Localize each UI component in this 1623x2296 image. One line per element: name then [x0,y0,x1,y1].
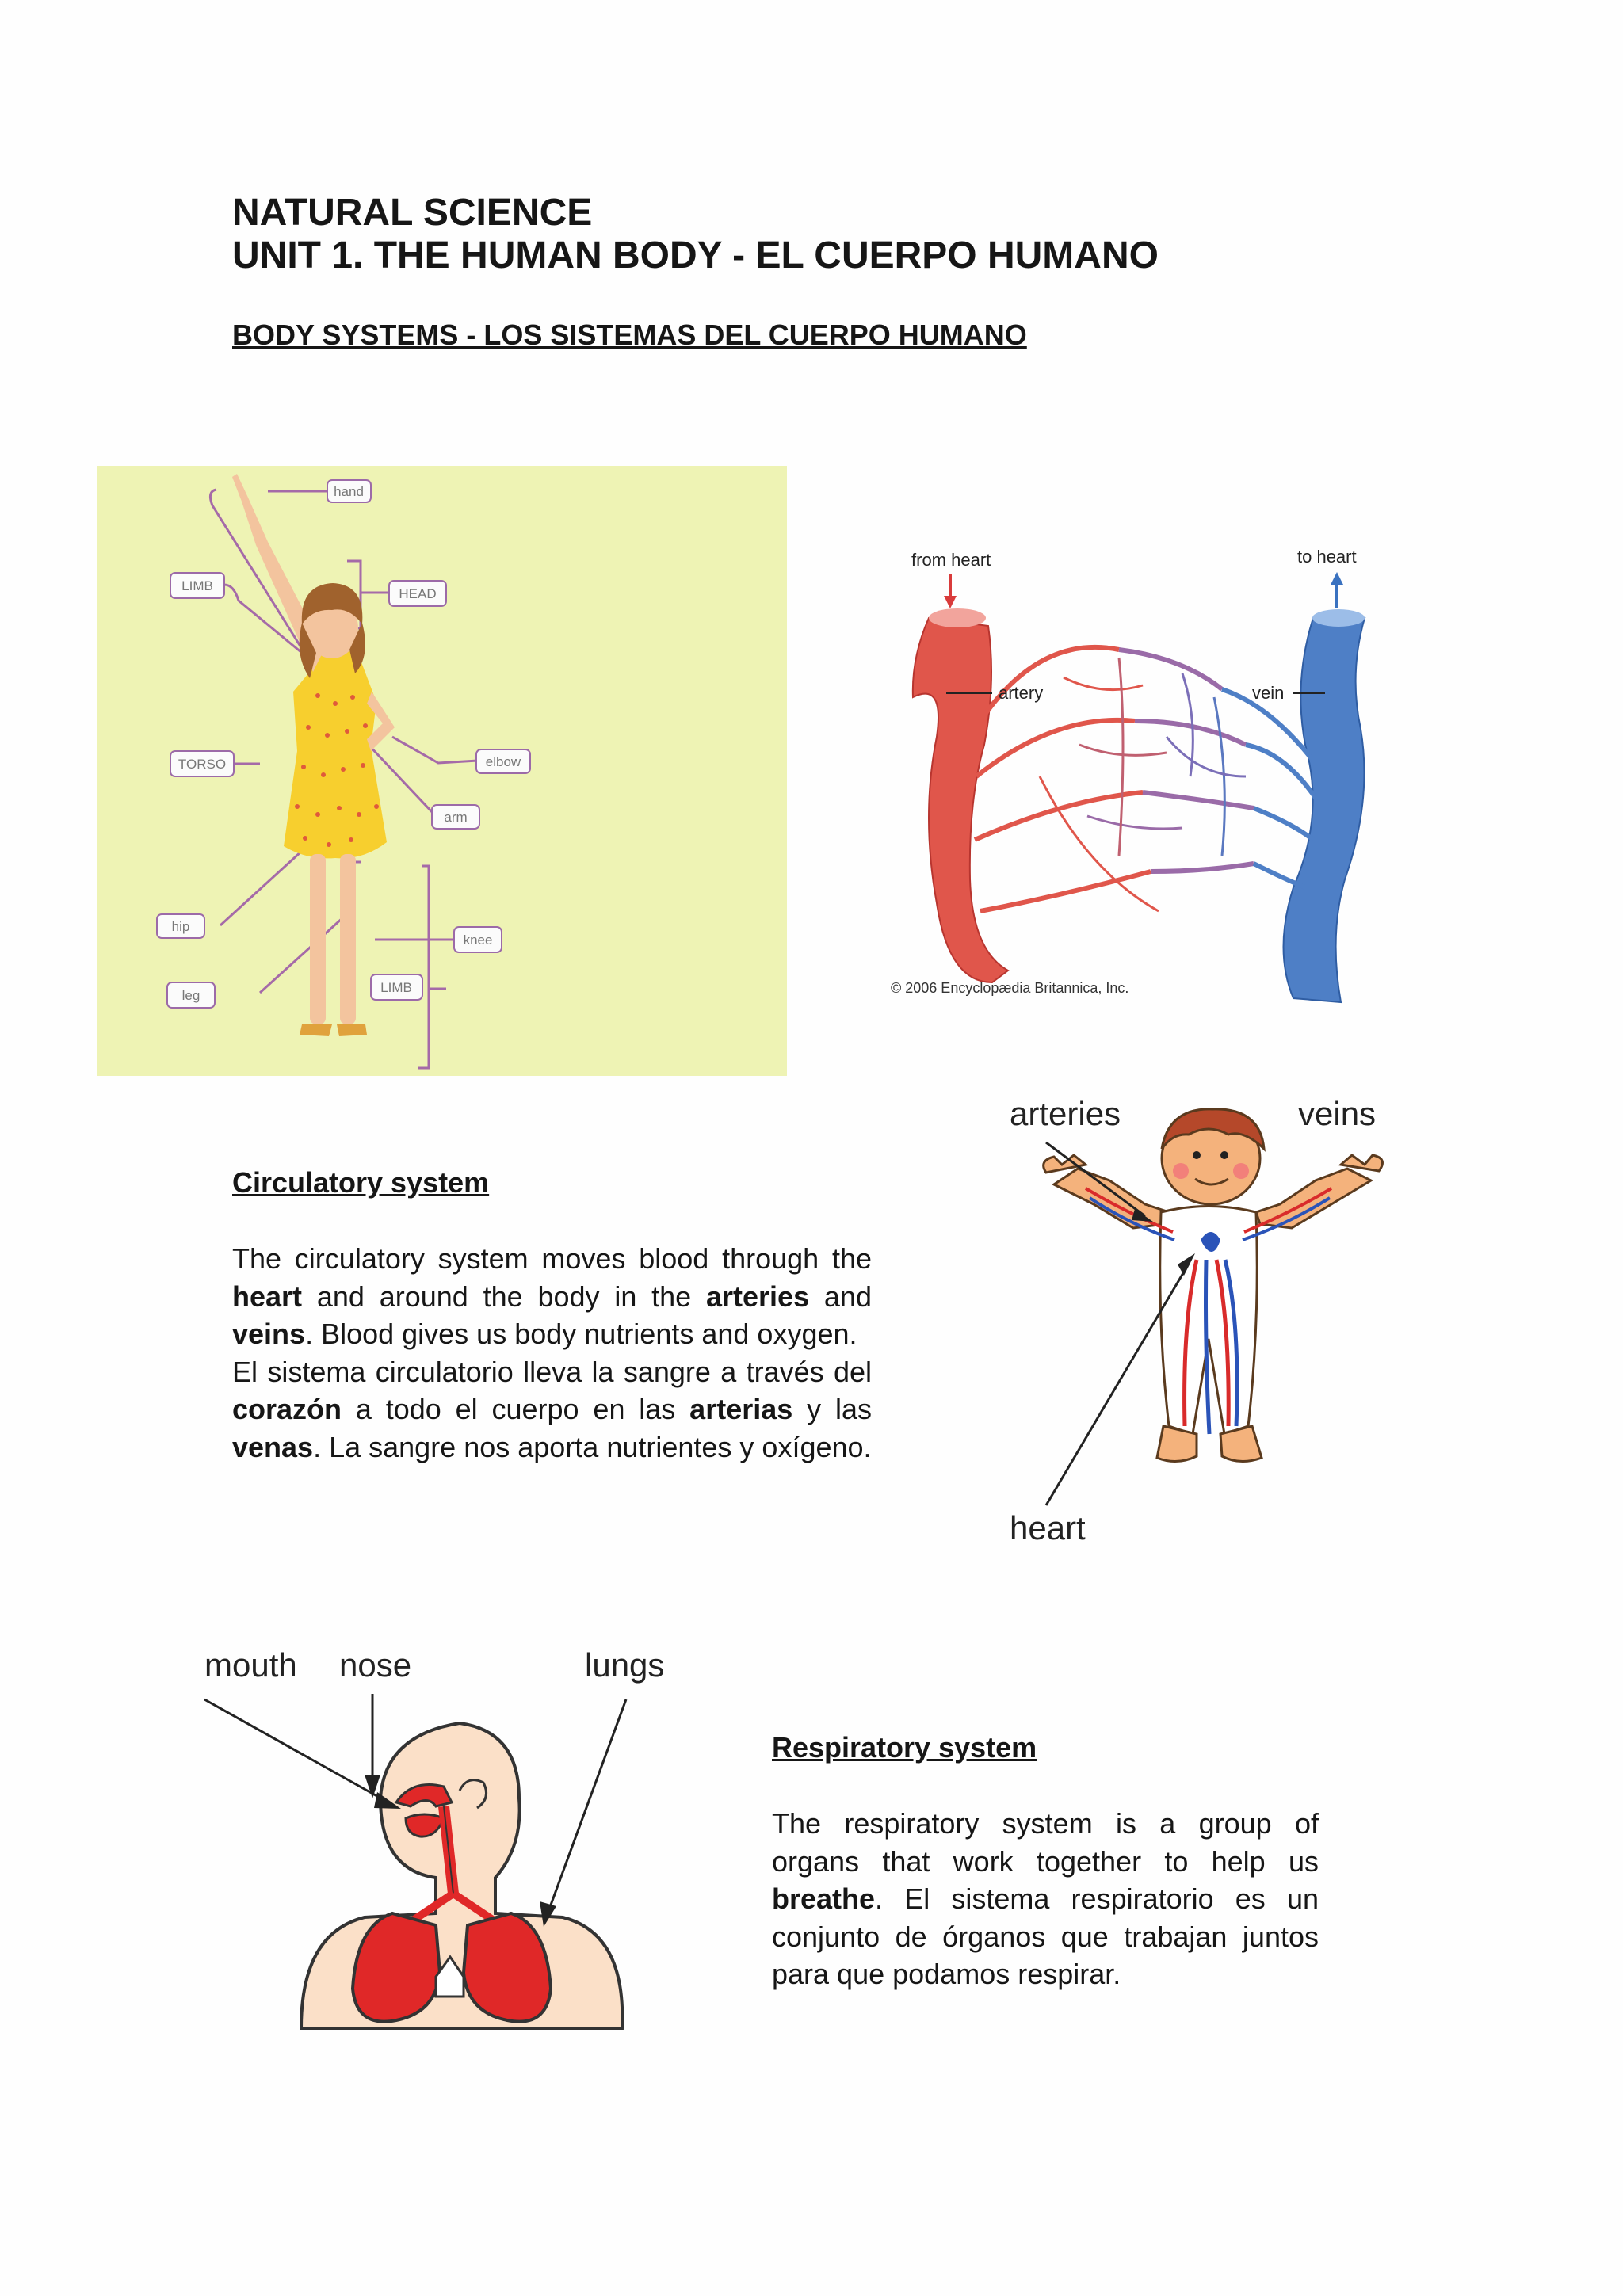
respiratory-heading: Respiratory system [772,1731,1037,1764]
body-parts-figure [97,466,787,1076]
label-knee [454,927,502,952]
svg-text:LIMB: LIMB [181,578,213,593]
respiratory-paragraph: The respiratory system is a group of organs that work together to help us breathe. El sistema respiratorio es un conjunto de órganos que trabajan juntos para que podamos respirar. [772,1807,1319,1990]
arrow-down-icon [944,596,957,608]
to-heart-label: to heart [1297,547,1357,566]
circulatory-heading: Circulatory system [232,1166,490,1199]
label-arm [432,805,479,829]
label-head [389,581,446,606]
nose-label: nose [339,1646,412,1684]
blood-vessels-figure [881,539,1571,1014]
svg-text:HEAD: HEAD [399,586,437,601]
label-hip [157,914,204,938]
vessels-diagram [881,539,1571,1014]
respiratory-cartoon-figure [198,1640,705,2052]
svg-text:TORSO: TORSO [178,757,227,772]
svg-text:hand: hand [334,484,364,499]
label-hand [327,480,371,502]
girl-illustration [232,474,395,1036]
respiratory-cartoon [198,1640,705,2052]
section-heading: BODY SYSTEMS - LOS SISTEMAS DEL CUERPO HUMANO [232,318,1027,351]
svg-text:knee: knee [463,933,493,948]
copyright-text: © 2006 Encyclopædia Britannica, Inc. [891,980,1129,996]
lungs-label: lungs [585,1646,665,1684]
heart-label: heart [1010,1509,1086,1547]
vein-vessel [1284,618,1365,1002]
label-limb-lower [371,974,422,1000]
artery-vessel [913,618,1008,982]
svg-text:elbow: elbow [485,754,521,769]
girl-diagram [97,466,787,1092]
artery-label: artery [999,683,1044,703]
circulatory-paragraph [232,1240,872,1466]
label-elbow [476,749,530,773]
svg-text:hip: hip [171,919,190,934]
svg-text:leg: leg [181,988,200,1003]
veins-label: veins [1298,1095,1377,1132]
page-title-subject: NATURAL SCIENCE [232,192,593,234]
cartoon-head-torso [301,1723,622,2028]
circulatory-cartoon [999,1085,1442,1561]
label-torso [170,751,234,776]
from-heart-label: from heart [911,550,991,570]
arrow-up-icon [1331,572,1343,585]
circulatory-cartoon-figure [999,1085,1442,1561]
circulatory-english: The circulatory system moves blood through the heart and around the body in the arteries and veins. Blood gives us body nutrients and oxygen. [232,1242,872,1350]
arteries-label: arteries [1010,1095,1121,1132]
label-leg [167,982,215,1008]
vein-label: vein [1252,683,1285,703]
svg-text:arm: arm [444,810,468,825]
page-title-unit: UNIT 1. THE HUMAN BODY - EL CUERPO HUMANO [232,235,1159,277]
svg-text:LIMB: LIMB [380,980,412,995]
circulatory-spanish: El sistema circulatorio lleva la sangre a través del corazón a todo el cuerpo en las arterias y las venas. La sangre nos aporta nutrientes y oxígeno. [232,1355,872,1463]
label-limb-upper [170,573,224,598]
mouth-label: mouth [204,1646,297,1684]
cartoon-kid [1044,1109,1383,1462]
